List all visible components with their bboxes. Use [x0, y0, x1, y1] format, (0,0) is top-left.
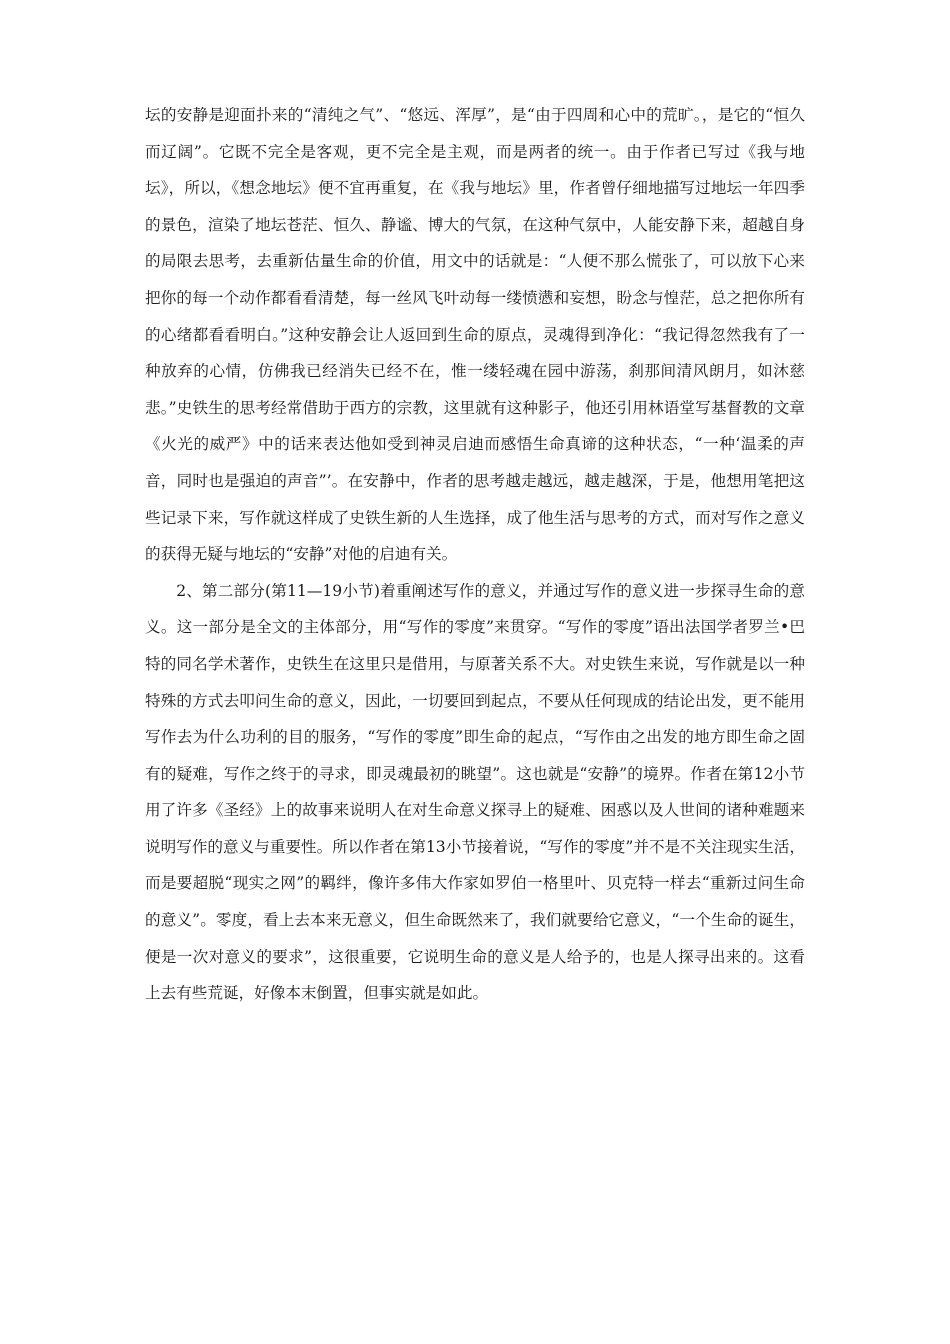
document-body [145, 97, 805, 1012]
paragraph-2: 2、第二部分(第11—19小节)着重阐述写作的意义，并通过写作的意义进一步探寻生命的意义。这一部分是全文的主体部分，用“写作的零度”来贯穿。“写作的零度”语出法国学者罗兰•巴特的同名学术著作，史铁生在这里只是借用，与原著关系不大。对史铁生来说，写作就是以一种特殊的方式去叩问生命的意义，因此，一切要回到起点，不要从任何现成的结论出发，更不能用写作去为什么功利的目的服务，“写作的零度”即生命的起点，“写作由之出发的地方即生命之固有的疑难，写作之终于的寻求，即灵魂最初的眺望”。这也就是“安静”的境界。作者在第12小节用了许多《圣经》上的故事来说明人在对生命意义探寻上的疑难、困惑以及人世间的诸种难题来说明写作的意义与重要性。所以作者在第13小节接着说，“写作的零度”并不是不关注现实生活，而是要超脱“现实之网”的羁绊，像许多伟大作家如罗伯一格里叶、贝克特一样去“重新过问生命的意义”。零度，看上去本来无意义，但生命既然来了，我们就要给它意义，“一个生命的诞生，便是一次对意义的要求”，这很重要，它说明生命的意义是人给予的，也是人探寻出来的。这看上去有些荒诞，好像本末倒置，但事实就是如此。 [145, 581, 805, 1003]
paragraph-1: 坛的安静是迎面扑来的“清纯之气”、“悠远、浑厚”，是“由于四周和心中的荒旷。，是它的“恒久而辽阔”。它既不完全是客观，更不完全是主观，而是两者的统一。由于作者已写过《我与地坛》，所以，《想念地坛》便不宜再重复，在《我与地坛》里，作者曾仔细地描写过地坛一年四季的景色，渲染了地坛苍茫、恒久、静谧、博大的气氛，在这种气氛中，人能安静下来，超越自身的局限去思考，去重新估量生命的价值，用文中的话就是：“人便不那么慌张了，可以放下心来把你的每一个动作都看看清楚，每一丝风飞叶动每一缕愤懑和妄想，盼念与惶茫，总之把你所有的心绪都看看明白。”这种安静会让人返回到生命的原点，灵魂得到净化：“我记得忽然我有了一种放弃的心情，仿佛我已经消失已经不在，惟一缕轻魂在园中游荡，刹那间清风朗月，如沐慈悲。”史铁生的思考经常借助于西方的宗教，这里就有这种影子，他还引用林语堂写基督教的文章《火光的威严》中的话来表达他如受到神灵启迪而感悟生命真谛的这种状态，“一种‘温柔的声音，同时也是强迫的声音”’。在安静中，作者的思考越走越远，越走越深，于是，他想用笔把这些记录下来，写作就这样成了史铁生新的人生选择，成了他生活与思考的方式，而对写作之意义的获得无疑与地坛的“安静”对他的启迪有关。 [145, 106, 805, 564]
